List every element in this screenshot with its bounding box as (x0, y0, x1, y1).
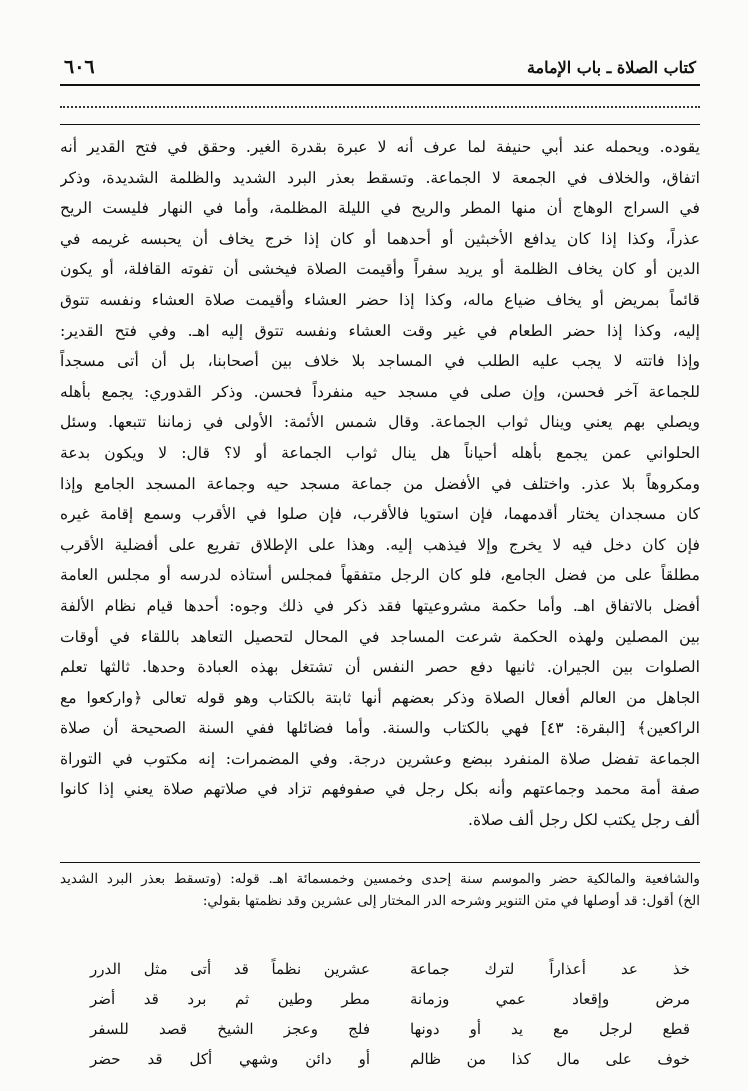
poem-hemistich-first: خذ عد أعذاراً لترك جماعة (410, 960, 690, 978)
poem-verse (60, 984, 700, 1014)
text-line: ألف رجل يكتب لكل رجل ألف صلاة. (468, 811, 700, 830)
poem-verse (60, 1044, 700, 1074)
text-line: الجماعة تفضل صلاة المنفرد ببضع وعشرين درجة. وفي المضمرات: إنه مكتوب في التوراة (60, 749, 700, 768)
poem-hemistich-first: مرض وإقعاد عمي وزمانة (410, 990, 690, 1008)
text-line: في السراج الوهاج أن منها المطر والريح في الليلة المظلمة، وأما في النهار فليست الريح (60, 199, 700, 218)
dotted-divider (60, 106, 700, 108)
text-line: صفة أمة محمد وجماعتهم وأنه بكل رجل في صفوفهم تزاد في صلاتهم صلاة يعني إذا كانوا (60, 780, 700, 799)
text-line: الصلوات بين الجيران. ثانيها دفع حصر النفس أن تشتغل بهذه العبادة وحدها. ثالثها تعلم (60, 658, 700, 677)
poem-hemistich-first: قطع لرجل مع يد أو دونها (410, 1020, 690, 1038)
footnote-line: والشافعية والمالكية حضر والموسم سنة إحدى وخمسين وخمسمائة اهـ. قوله: (وتسقط بعذر البرد الشديد (60, 871, 700, 887)
poem-hemistich-second: عشرين نظماً قد أتى مثل الدرر (90, 960, 370, 978)
text-line: فإن كان دخل فيه لا يخرج وإلا فيذهب إليه. وهذا على الإطلاق تفريع على أفضلية الأقرب (60, 535, 700, 554)
text-line: كان مسجدان يختار أقدمهما، فإن استويا فالأقرب، فإن صلوا في الأقرب وسمع إقامة غيره (60, 505, 700, 524)
poem-hemistich-second: فلج وعجز الشيخ قصد للسفر (90, 1020, 370, 1038)
footnote-rule (60, 862, 700, 863)
header-rule (60, 84, 700, 86)
text-line: أفضل بالاتفاق اهـ. وأما حكمة مشروعيتها فقد ذكر في ذلك وجوه: أحدها قيام نظام الألفة (60, 596, 700, 615)
upper-text-rule (60, 124, 700, 125)
text-line: يقوده. ويحمله عند أبي حنيفة لما عرف أنه لا عبرة بقدرة الغير. وحقق في فتح القدير أنه (60, 138, 700, 156)
text-line: مطلقاً على من فضل الجامع، فلو كان الرجل متفقهاً فمجلس أستاذه لدرسه أو مجلس العامة (60, 566, 700, 585)
text-line: ومكروهاً بلا عذر. واختلف في الأفضل من جماعة مسجد حيه وجماعة المسجد الجامع وإذا (60, 474, 700, 493)
text-line: الراكعين﴾ [البقرة: ٤٣] فهي بالكتاب والسنة. وأما فضائلها ففي السنة الصحيحة أن صلاة (60, 719, 700, 738)
poem-hemistich-second: مطر وطين ثم برد قد أضر (90, 990, 370, 1008)
text-line: الدين أو كان يخاف الظلمة أو يريد سفراً وأقيمت الصلاة فيخشى أن تفوته القافلة، أو يكون (60, 260, 700, 279)
poem-hemistich-second: أو دائن وشهي أكل قد حضر (90, 1050, 370, 1068)
poem (60, 954, 700, 1074)
text-line: ويصلي بهم يعني وينال ثواب الجماعة. وقال شمس الأئمة: الأولى في زماننا تتبعها. وسئل (60, 413, 700, 432)
book-page (60, 48, 700, 1078)
poem-hemistich-first: خوف على مال كذا من ظالم (410, 1050, 690, 1068)
text-line: إليه، وكذا إذا حضر الطعام في غير وقت العشاء ونفسه تتوق إليه اهـ. وفي فتح القدير: (60, 321, 700, 340)
main-text (60, 132, 700, 836)
footnote-line: الخ) أقول: قد أوصلها في متن التنوير وشرحه الدر المختار إلى عشرين وقد نظمتها بقولي: (202, 893, 700, 909)
page-header (60, 48, 700, 82)
running-title: كتاب الصلاة ـ باب الإمامة (526, 58, 696, 77)
text-line: الحلواني عمن يجمع بأهله أحياناً هل ينال ثواب الجماعة أو لا؟ قال: لا ويكون بدعة (60, 443, 700, 462)
text-line: بين المصلين ولهذه الحكمة شرعت المساجد في المحال لتحصيل التعاهد باللقاء في أوقات (60, 627, 700, 646)
text-line: قائماً بمريض أو يخاف ضياع ماله، وكذا إذا حضر العشاء وأقيمت صلاة العشاء ونفسه تتوق (60, 290, 700, 309)
text-line: اتفاق، والخلاف في الجمعة لا الجماعة. وتسقط بعذر البرد الشديد والظلمة الشديدة، وذكر (60, 168, 700, 187)
text-line: للجماعة آخر فحسن، وإن صلى في مسجد حيه منفرداً فحسن. وذكر القدوري: يجمع بأهله (60, 382, 700, 401)
poem-verse (60, 1014, 700, 1044)
text-line: عذراً، وكذا إذا كان يدافع الأخبثين أو أحدهما أو كان إذا خرج يخاف أن يحبسه غريمه في (60, 229, 700, 248)
poem-verse (60, 954, 700, 984)
text-line: وإذا فاتته لا يجب عليه الطلب في المساجد بلا خلاف بين أصحابنا، بل أن أتى مسجداً (60, 352, 700, 371)
page-number: ٦٠٦ (64, 56, 95, 78)
footnotes (60, 868, 700, 912)
text-line: الجاهل من العالم أفعال الصلاة وذكر بعضهم أنها ثابتة بالكتاب وهو قوله تعالى ﴿واركعوا مع (60, 688, 700, 707)
